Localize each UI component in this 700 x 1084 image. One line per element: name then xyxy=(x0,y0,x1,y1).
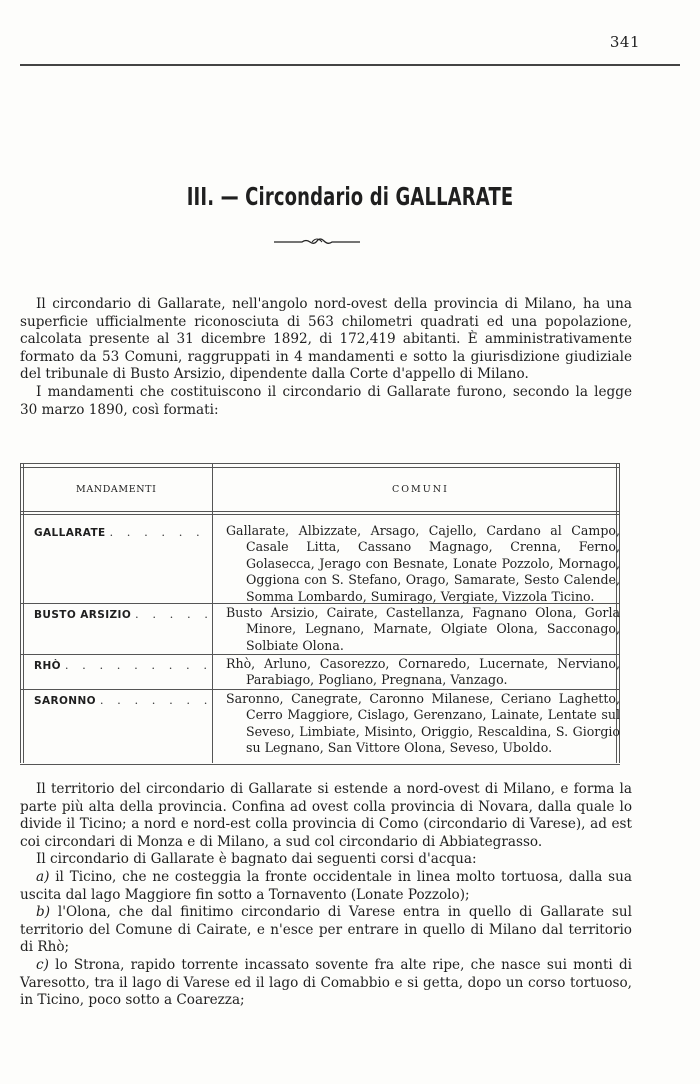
table-rule xyxy=(23,463,24,763)
intro-text xyxy=(20,296,632,419)
comuni-list: Rhò, Arluno, Casorezzo, Cornaredo, Lucernate, Nerviano, Parabiago, Pogliano, Pregnana, Vanzago. xyxy=(226,656,620,688)
territory-text xyxy=(20,781,632,1010)
item-letter: c) xyxy=(36,956,49,973)
page-number: 341 xyxy=(609,33,640,51)
table-rule xyxy=(20,463,21,763)
column-header-comuni: COMUNI xyxy=(392,484,449,495)
column-header-mandamenti: MANDAMENTI xyxy=(76,484,157,495)
comuni-cell xyxy=(226,656,620,689)
mandamento-cell xyxy=(34,658,212,672)
table-rule xyxy=(20,514,620,515)
item-text: l'Olona, che dal finitimo circondario di Varese entra in quello di Gallarate sul territorio del Comune di Cairate, e n'esce per entrare in quello di Milano dal territorio di Rhò; xyxy=(20,904,632,956)
leader-dots: . . . . . . xyxy=(109,525,205,539)
ornament-divider xyxy=(272,234,362,248)
item-text: il Ticino, che ne costeggia la fronte occidentale in linea molto tortuosa, dalla sua uscita dal lago Maggiore fin sotto a Tornavento (Lonate Pozzolo); xyxy=(20,868,632,903)
comuni-list: Busto Arsizio, Cairate, Castellanza, Fagnano Olona, Gorla Minore, Legnano, Marnate, Olgiate Olona, Sacconago, Solbiate Olona. xyxy=(226,605,620,653)
table-rule xyxy=(212,603,620,604)
mandamento-name: RHÒ xyxy=(34,660,61,672)
territory-paragraph: Il territorio del circondario di Gallarate si estende a nord-ovest di Milano, e forma la parte più alta della provincia. Confina ad ovest colla provincia di Novara, dalla quale lo divide il Ticino; a nord e nord-est colla provincia di Como (circondario di Varese), ad est coi circondari di Monza e di Milano, a sud col circondario di Abbiategrasso. xyxy=(20,781,632,850)
mandamento-name: SARONNO xyxy=(34,695,97,707)
comuni-list: Gallarate, Albizzate, Arsago, Cajello, Cardano al Campo, Casale Litta, Cassano Magnago, Crenna, Ferno, Golasecca, Jerago con Besnate, Lonate Pozzolo, Mornago, Oggiona con S. Stefano, Orago, Samarate, Sesto Calende, Somma Lombardo, Sumirago, Vergiate, Vizzola Ticino. xyxy=(226,523,620,604)
chapter-title: III. — Circondario di GALLARATE xyxy=(186,182,514,211)
mandamento-name: BUSTO ARSIZIO xyxy=(34,609,132,621)
mandamento-cell xyxy=(34,693,212,707)
mandamento-cell xyxy=(34,607,213,621)
intro-paragraph: I mandamenti che costituiscono il circondario di Gallarate furono, secondo la legge 30 marzo 1890, così formati: xyxy=(20,383,632,418)
item-letter: a) xyxy=(36,868,50,885)
territory-paragraph: Il circondario di Gallarate è bagnato dai seguenti corsi d'acqua: xyxy=(36,851,477,868)
table-rule xyxy=(20,467,620,468)
watercourse-item xyxy=(20,957,632,1010)
table-rule xyxy=(212,689,620,690)
leader-dots: . . . . . . . xyxy=(99,693,213,707)
watercourse-item xyxy=(20,904,632,957)
leader-dots: . . . . . xyxy=(135,607,213,621)
leader-dots: . . . . . . . . . xyxy=(64,658,213,672)
table-rule xyxy=(20,511,620,512)
comuni-cell xyxy=(226,691,620,757)
table-rule xyxy=(20,689,212,690)
mandamenti-table xyxy=(20,463,620,763)
comuni-list: Saronno, Canegrate, Caronno Milanese, Ceriano Laghetto, Cerro Maggiore, Cislago, Gerenzano, Lainate, Lentate sul Seveso, Limbiate, Misinto, Origgio, Rescaldina, S. Giorgio su Legnano, San Vittore Olona, Seveso, Uboldo. xyxy=(226,691,620,756)
item-letter: b) xyxy=(36,904,51,921)
table-rule xyxy=(20,654,212,655)
table-rule xyxy=(212,654,620,655)
intro-paragraph: Il circondario di Gallarate, nell'angolo nord-ovest della provincia di Milano, ha una superficie ufficialmente riconosciuta di 563 chilometri quadrati ed una popolazione, calcolata presente al 31 dicembre 1892, di 172,419 abitanti. È amministrativamente formato da 53 Comuni, raggruppati in 4 mandamenti e sotto la giurisdizione giudiziale del tribunale di Busto Arsizio, dipendente dalla Corte d'appello di Milano. xyxy=(20,296,632,383)
header-rule xyxy=(20,64,680,66)
comuni-cell xyxy=(226,523,620,605)
table-rule xyxy=(20,603,212,604)
mandamento-name: GALLARATE xyxy=(34,527,106,539)
item-text: lo Strona, rapido torrente incassato sovente fra alte ripe, che nasce sui monti di Varesotto, tra il lago di Varese ed il lago di Comabbio e si getta, dopo un corso tortuoso, in Ticino, poco sotto a Coarezza; xyxy=(20,956,632,1009)
mandamento-cell xyxy=(34,525,205,539)
watercourse-item xyxy=(20,869,632,904)
comuni-cell xyxy=(226,605,620,654)
